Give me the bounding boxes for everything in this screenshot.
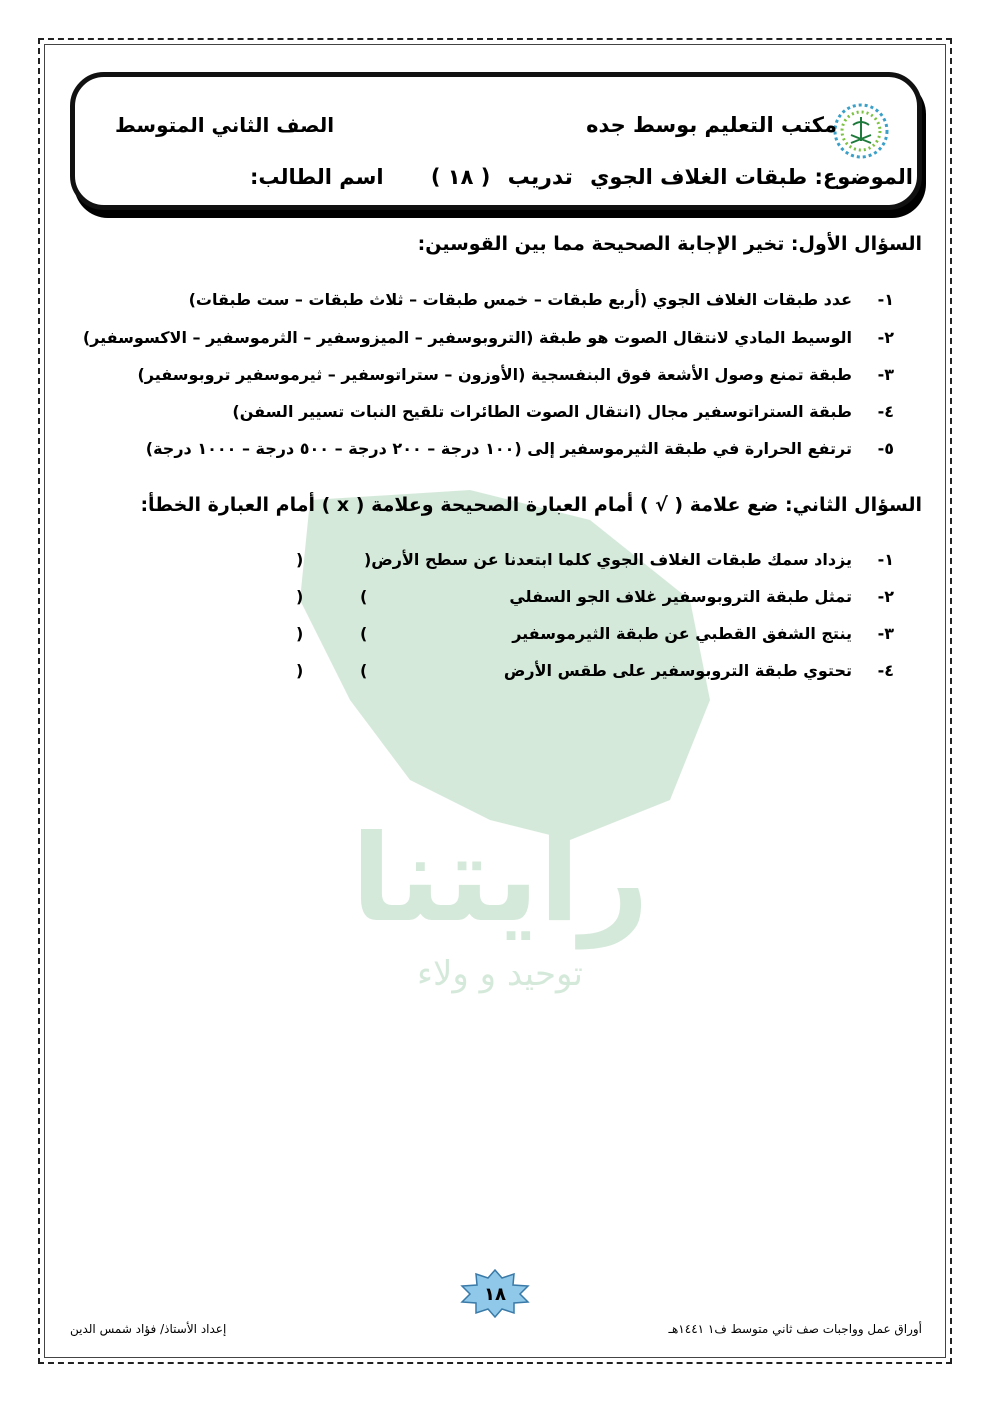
- item-text: عدد طبقات الغلاف الجوي (أربع طبقات – خمس طبقات – ثلاث طبقات – ست طبقات): [188, 290, 852, 309]
- item-number: ٣-: [877, 365, 894, 384]
- training-label: تدريب: [507, 165, 573, 190]
- page-number-badge: [458, 1268, 532, 1318]
- question2-item: [364, 550, 894, 569]
- grade-level: الصف الثاني المتوسط: [115, 113, 335, 137]
- answer-paren-close: ): [296, 587, 304, 606]
- student-name-label: اسم الطالب:: [249, 165, 384, 189]
- item-text: تمثل طبقة التروبوسفير غلاف الجو السفلي: [509, 587, 852, 606]
- item-text: يزداد سمك طبقات الغلاف الجوي كلما ابتعدنا عن سطح الأرض(: [363, 550, 852, 569]
- page-number: ١٨: [484, 1284, 506, 1305]
- question2-item: [509, 587, 894, 606]
- answer-paren-close: ): [296, 550, 304, 569]
- answer-paren-open: (: [360, 624, 368, 643]
- answer-paren-close: ): [296, 661, 304, 680]
- item-text: ينتج الشفق القطبي عن طبقة الثيرموسفير: [512, 624, 852, 643]
- question2-item: [512, 624, 894, 643]
- item-text: طبقة الستراتوسفير مجال (انتقال الصوت الطائرات تلقيح النبات تسيير السفن): [232, 402, 852, 421]
- item-text: الوسيط المادي لانتقال الصوت هو طبقة (التروبوسفير – الميزوسفير – الثرموسفير – الاكسوسفير): [82, 328, 852, 347]
- subject-row: [250, 165, 913, 190]
- item-number: ٢-: [877, 587, 894, 606]
- answer-paren-close: ): [296, 624, 304, 643]
- item-text: طبقة تمنع وصول الأشعة فوق البنفسجية (الأوزون – ستراتوسفير – ثيرموسفير تروبوسفير): [137, 365, 852, 384]
- item-number: ٥-: [877, 439, 894, 458]
- item-number: ٣-: [877, 624, 894, 643]
- item-number: ٤-: [877, 661, 894, 680]
- question1-item: [83, 328, 894, 347]
- item-number: ١-: [877, 290, 894, 309]
- footer-title: أوراق عمل وواجبات صف ثاني متوسط ف١ ١٤٤١هـ: [668, 1322, 922, 1336]
- answer-paren-open: (: [360, 661, 368, 680]
- answer-paren-open: (: [360, 587, 368, 606]
- question1-item: [189, 290, 894, 309]
- item-number: ٢-: [877, 328, 894, 347]
- item-number: ٤-: [877, 402, 894, 421]
- watermark-text: رايتنا: [350, 810, 650, 949]
- item-text: ترتفع الحرارة في طبقة الثيرموسفير إلى (١٠٠ درجة – ٢٠٠ درجة – ٥٠٠ درجة – ١٠٠٠ درجة): [145, 439, 852, 458]
- header-box: [70, 72, 922, 210]
- footer-author: إعداد الأستاذ/ فؤاد شمس الدين: [70, 1322, 227, 1336]
- subject-title: الموضوع: طبقات الغلاف الجوي: [590, 165, 913, 189]
- watermark-subtext: توحيد و ولاء: [417, 954, 583, 994]
- item-number: ١-: [877, 550, 894, 569]
- question2-title: السؤال الثاني: ضع علامة ( √ ) أمام العبارة الصحيحة وعلامة ( x ) أمام العبارة الخطأ:: [140, 494, 922, 516]
- training-number: ( ١٨ ): [430, 165, 491, 189]
- question1-item: [232, 402, 894, 421]
- question1-title: السؤال الأول: تخير الإجابة الصحيحة مما بين القوسين:: [417, 233, 922, 255]
- ministry-logo-icon: [831, 101, 891, 161]
- question1-item: [137, 365, 894, 384]
- question1-item: [146, 439, 894, 458]
- office-name: مكتب التعليم بوسط جده: [586, 113, 837, 137]
- item-text: تحتوي طبقة التروبوسفير على طقس الأرض: [503, 661, 852, 680]
- question2-item: [504, 661, 894, 680]
